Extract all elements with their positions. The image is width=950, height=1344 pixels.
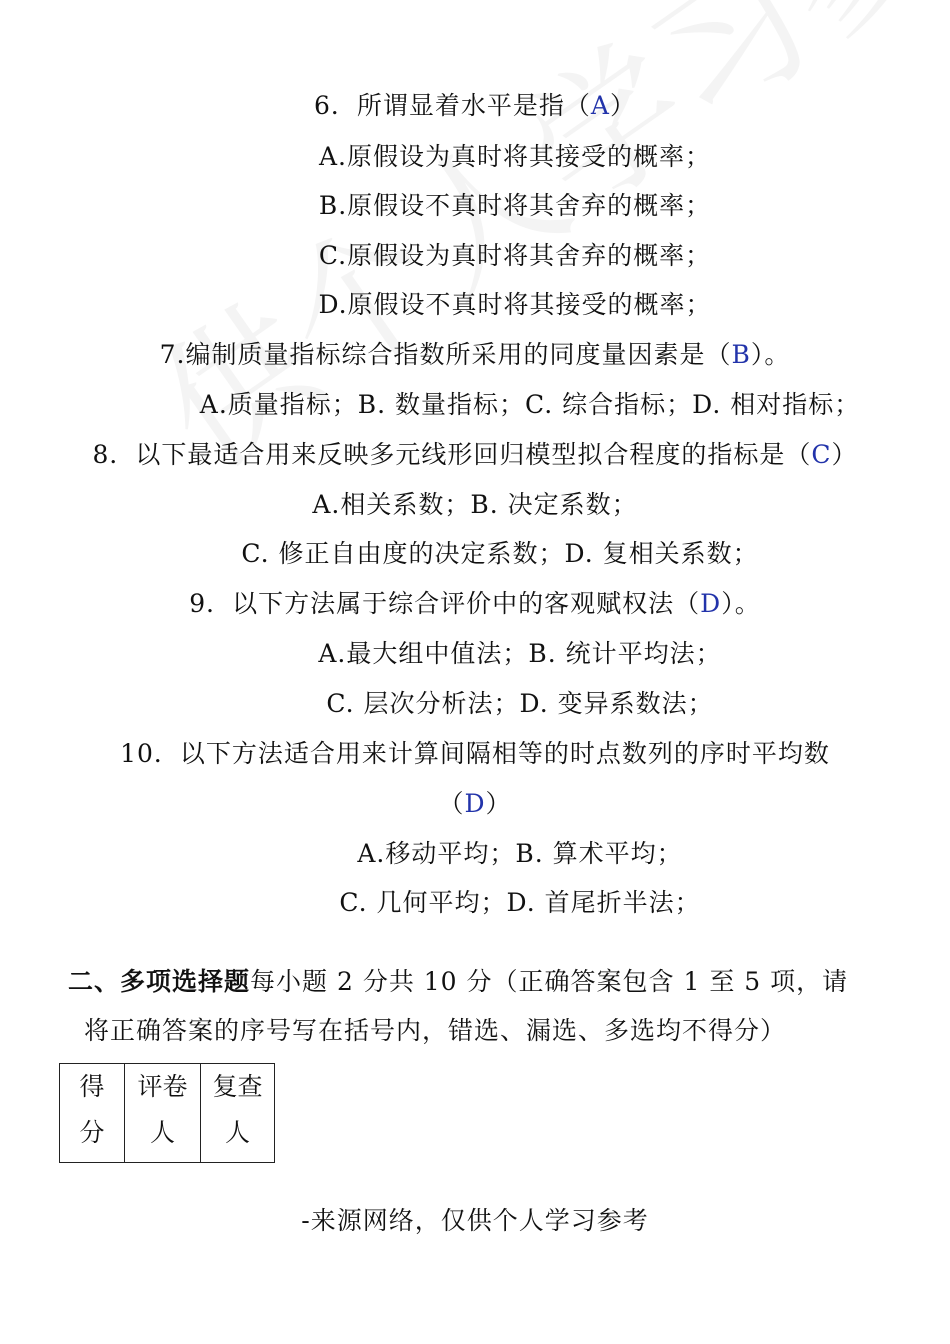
section-2-title bbox=[68, 964, 928, 1000]
option-line: C. 层次分析法；D. 变异系数法； bbox=[326, 689, 714, 718]
option-line: B.原假设不真时将其舍弃的概率； bbox=[318, 191, 712, 220]
question-10-answer: （D） bbox=[438, 789, 512, 818]
option-line: A.移动平均；B. 算术平均； bbox=[357, 839, 683, 868]
answer-6: A bbox=[590, 91, 610, 120]
answer-9: D bbox=[700, 589, 722, 618]
section-2-heading: 二、多项选择题 bbox=[68, 967, 251, 996]
answer-7: B bbox=[731, 340, 751, 369]
question-6: 6．所谓显着水平是指（A） bbox=[314, 91, 636, 120]
score-table bbox=[59, 1063, 275, 1163]
question-8: 8．以下最适合用来反映多元线形回归模型拟合程度的指标是（C） bbox=[92, 440, 858, 469]
option-line: A.相关系数；B. 决定系数； bbox=[312, 490, 638, 519]
score-cell: 得 分 bbox=[60, 1064, 125, 1163]
question-10: 10．以下方法适合用来计算间隔相等的时点数列的序时平均数 bbox=[120, 739, 830, 768]
question-9: 9．以下方法属于综合评价中的客观赋权法（D）。 bbox=[189, 589, 761, 618]
option-line: C. 修正自由度的决定系数；D. 复相关系数； bbox=[241, 539, 759, 568]
reviewer-cell: 复查 人 bbox=[201, 1064, 275, 1163]
section-2-description-line2: 将正确答案的序号写在括号内，错选、漏选、多选均不得分） bbox=[84, 1016, 787, 1045]
option-line: A.质量指标；B. 数量指标；C. 综合指标；D. 相对指标； bbox=[199, 390, 861, 419]
option-line: A.原假设为真时将其接受的概率； bbox=[318, 142, 711, 171]
question-7: 7.编制质量指标综合指数所采用的同度量因素是（B）。 bbox=[159, 340, 791, 369]
option-line: A.最大组中值法；B. 统计平均法； bbox=[318, 639, 722, 668]
option-line: C. 几何平均；D. 首尾折半法； bbox=[339, 888, 701, 917]
section-2-description: 每小题 2 分共 10 分（正确答案包含 1 至 5 项，请 bbox=[250, 967, 849, 996]
grader-cell: 评卷 人 bbox=[125, 1064, 201, 1163]
answer-8: C bbox=[811, 440, 832, 469]
footer-note: -来源网络，仅供个人学习参考 bbox=[301, 1206, 649, 1235]
option-line: D.原假设不真时将其接受的概率； bbox=[318, 290, 712, 319]
option-line: C.原假设为真时将其舍弃的概率； bbox=[318, 241, 712, 270]
answer-10: D bbox=[464, 789, 486, 818]
